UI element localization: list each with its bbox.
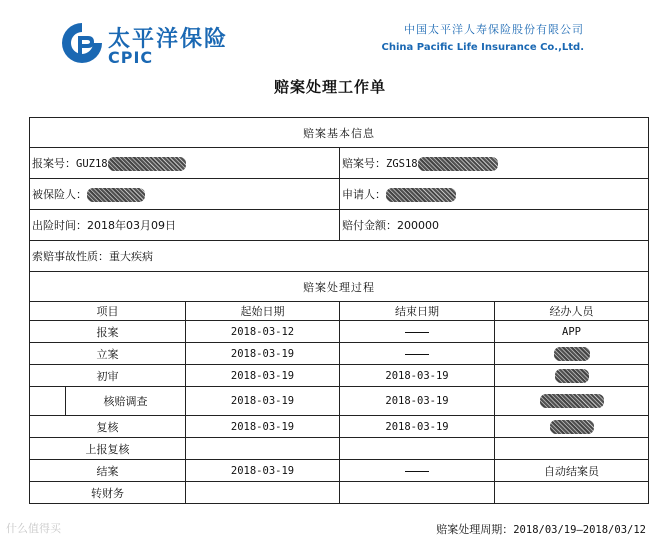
cpic-logo xyxy=(60,18,230,68)
column-header-start-date: 起始日期 xyxy=(186,302,340,321)
table-row xyxy=(30,460,649,482)
handler: 自动结案员 xyxy=(495,460,649,482)
claim-worksheet-table xyxy=(29,117,649,504)
report-number-value: GUZ18 xyxy=(76,158,108,170)
end-date-empty xyxy=(340,343,495,365)
dash-mark xyxy=(405,354,429,355)
redacted-mark xyxy=(550,420,594,434)
handler xyxy=(495,438,649,460)
redacted-mark xyxy=(418,157,498,171)
redacted-mark xyxy=(554,347,590,361)
company-name-chinese: 中国太平洋人寿保险股份有限公司 xyxy=(404,23,584,36)
start-date xyxy=(186,438,340,460)
processing-period xyxy=(436,521,646,537)
end-date: 2018-03-19 xyxy=(340,416,495,438)
redacted-mark xyxy=(87,188,145,202)
handler-redacted xyxy=(495,387,649,416)
column-header-item: 项目 xyxy=(30,302,186,321)
applicant-cell xyxy=(340,179,649,210)
handler-redacted xyxy=(495,365,649,387)
table-row xyxy=(30,416,649,438)
redacted-mark xyxy=(555,369,589,383)
start-date: 2018-03-19 xyxy=(186,387,340,416)
applicant-label: 申请人： xyxy=(342,188,386,201)
payout-value: 200000 xyxy=(397,219,439,232)
basic-info-header-row xyxy=(30,118,649,148)
table-row xyxy=(30,343,649,365)
indent-cell xyxy=(30,387,66,416)
claim-nature-label: 索赔事故性质： xyxy=(32,250,109,263)
incident-date-label: 出险时间： xyxy=(32,219,87,232)
company-name-block xyxy=(382,21,584,53)
end-date-empty xyxy=(340,460,495,482)
table-row xyxy=(30,321,649,343)
info-row-nature xyxy=(30,241,649,272)
start-date: 2018-03-19 xyxy=(186,460,340,482)
payout-label: 赔付金额： xyxy=(342,219,397,232)
table-row xyxy=(30,387,649,416)
process-item: 初审 xyxy=(30,365,186,387)
incident-date-value: 2018年03月09日 xyxy=(87,219,176,232)
handler-redacted xyxy=(495,416,649,438)
company-name-english: China Pacific Life Insurance Co.,Ltd. xyxy=(381,42,584,53)
insured-label: 被保险人： xyxy=(32,188,87,201)
logo-english-name: CPIC xyxy=(108,48,154,67)
claim-number-label: 赔案号： xyxy=(342,157,386,170)
processing-period-value: 2018/03/19—2018/03/12 xyxy=(513,524,646,536)
redacted-mark xyxy=(108,157,186,171)
table-row xyxy=(30,482,649,504)
end-date: 2018-03-19 xyxy=(340,365,495,387)
end-date xyxy=(340,438,495,460)
column-header-handler: 经办人员 xyxy=(495,302,649,321)
process-item: 复核 xyxy=(30,416,186,438)
dash-mark xyxy=(405,471,429,472)
column-header-end-date: 结束日期 xyxy=(340,302,495,321)
info-row-numbers xyxy=(30,148,649,179)
incident-date-cell xyxy=(30,210,340,241)
report-number-label: 报案号： xyxy=(32,157,76,170)
redacted-mark xyxy=(540,394,604,408)
end-date xyxy=(340,482,495,504)
cpic-logo-icon xyxy=(60,21,104,65)
start-date: 2018-03-19 xyxy=(186,365,340,387)
table-row xyxy=(30,438,649,460)
end-date-empty xyxy=(340,321,495,343)
insured-cell xyxy=(30,179,340,210)
process-item: 转财务 xyxy=(30,482,186,504)
start-date: 2018-03-19 xyxy=(186,343,340,365)
table-row xyxy=(30,365,649,387)
dash-mark xyxy=(405,332,429,333)
redacted-mark xyxy=(386,188,456,202)
start-date: 2018-03-12 xyxy=(186,321,340,343)
payout-cell xyxy=(340,210,649,241)
claim-nature-value: 重大疾病 xyxy=(109,250,153,263)
report-number-cell xyxy=(30,148,340,179)
process-item: 核赔调查 xyxy=(66,387,186,416)
claim-nature-cell xyxy=(30,241,649,272)
processing-period-label: 赔案处理周期： xyxy=(436,523,514,536)
handler-redacted xyxy=(495,343,649,365)
document-title: 赔案处理工作单 xyxy=(273,78,386,96)
process-item: 报案 xyxy=(30,321,186,343)
process-column-headers xyxy=(30,302,649,321)
start-date xyxy=(186,482,340,504)
process-item: 结案 xyxy=(30,460,186,482)
claim-number-cell xyxy=(340,148,649,179)
start-date: 2018-03-19 xyxy=(186,416,340,438)
process-header-row xyxy=(30,272,649,302)
claim-number-value: ZGS18 xyxy=(386,158,418,170)
process-item: 立案 xyxy=(30,343,186,365)
handler: APP xyxy=(495,321,649,343)
info-row-date-amount xyxy=(30,210,649,241)
info-row-parties xyxy=(30,179,649,210)
basic-info-section-title: 赔案基本信息 xyxy=(30,118,649,148)
logo-chinese-name: 太平洋保险 xyxy=(108,27,229,52)
process-item: 上报复核 xyxy=(30,438,186,460)
process-section-title: 赔案处理过程 xyxy=(30,272,649,302)
handler xyxy=(495,482,649,504)
watermark: 什么值得买 xyxy=(6,522,61,535)
end-date: 2018-03-19 xyxy=(340,387,495,416)
